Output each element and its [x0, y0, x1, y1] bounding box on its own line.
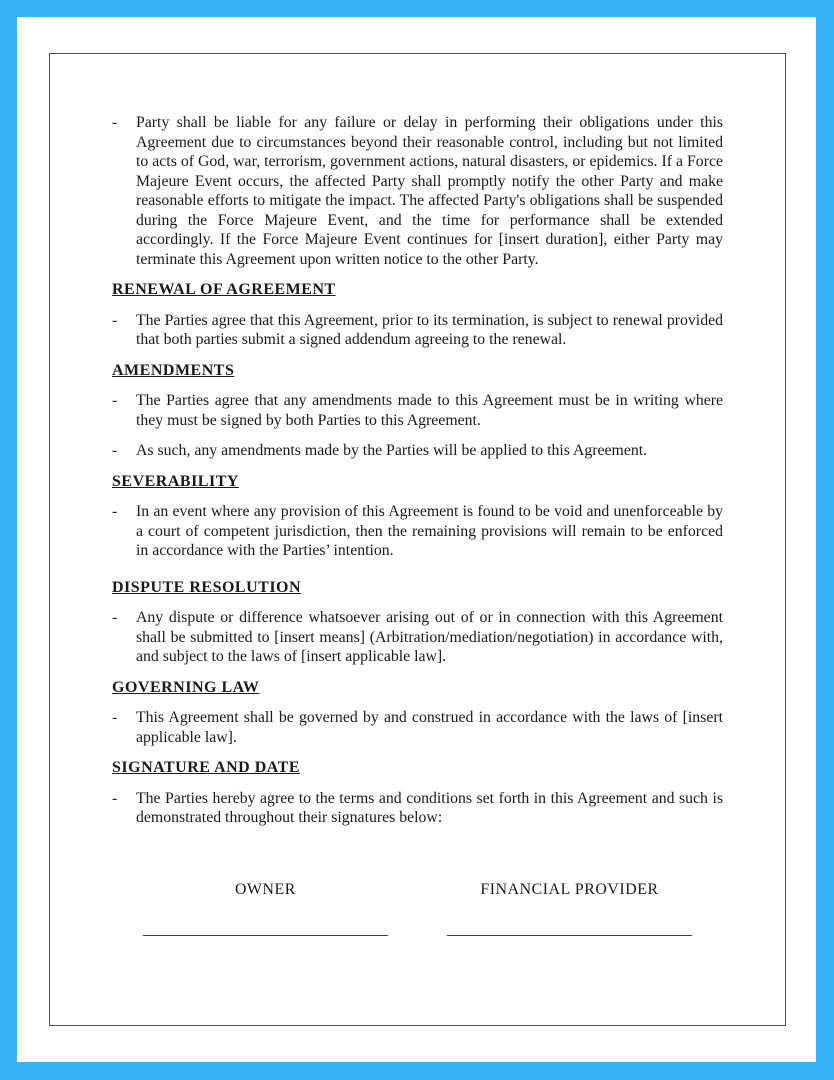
heading-signature-and-date: SIGNATURE AND DATE — [112, 759, 300, 776]
bullet-dash: - — [112, 503, 118, 520]
document-page — [17, 17, 816, 1062]
clause-text: Party shall be liable for any failure or delay in performing their obligations under this Agreement due to circumstances beyond their reasonable control, including but not limited to acts of God, war, terrorism, government actions, natural disasters, or epidemics. If a Force Majeure Event occurs, the affected Party shall promptly notify the other Party and make reasonable efforts to mitigate the impact. The affected Party's obligations shall be suspended during the Force Majeure Event, and the time for performance shall be extended accordingly. If the Force Majeure Event continues for [insert duration], either Party may terminate this Agreement upon written notice to the other Party. — [136, 114, 723, 268]
signature-label-owner: OWNER — [235, 880, 296, 898]
signature-block — [112, 880, 723, 937]
signature-financial-provider — [447, 880, 692, 937]
clause-renewal — [112, 311, 723, 350]
bullet-dash: - — [112, 114, 118, 131]
signature-line-financial-provider — [447, 935, 692, 936]
heading-renewal-of-agreement: RENEWAL OF AGREEMENT — [112, 281, 336, 298]
heading-amendments: AMENDMENTS — [112, 361, 235, 379]
clause-text: As such, any amendments made by the Parties will be applied to this Agreement. — [136, 442, 648, 459]
clause-governing-law — [112, 708, 723, 747]
clause-amendments-2 — [112, 441, 723, 461]
agreement-content — [112, 113, 723, 936]
page-border-box — [49, 53, 786, 1026]
bullet-dash: - — [112, 311, 118, 329]
heading-dispute-resolution: DISPUTE RESOLUTION — [112, 578, 302, 596]
signature-line-owner — [143, 935, 388, 936]
clause-text: The Parties agree that this Agreement, prior to its termination, is subject to renewal provided that both parties submit a signed addendum agreeing to the renewal. — [136, 311, 723, 348]
clause-dispute-resolution — [112, 608, 723, 667]
bullet-dash: - — [112, 392, 118, 409]
signature-label-financial-provider: FINANCIAL PROVIDER — [480, 880, 659, 898]
bullet-dash: - — [112, 609, 118, 626]
bullet-dash: - — [112, 442, 118, 459]
clause-signature-and-date — [112, 789, 723, 828]
bullet-dash: - — [112, 709, 118, 726]
clause-force-majeure — [112, 113, 723, 269]
clause-text: Any dispute or difference whatsoever arising out of or in connection with this Agreement shall be submitted to [insert means] (Arbitration/mediation/negotiation) in accordance with, and subject to the laws of [insert applicable law]. — [136, 609, 723, 665]
clause-text: The Parties hereby agree to the terms and conditions set forth in this Agreement and such is demonstrated throughout their signatures below: — [136, 789, 723, 826]
clause-amendments-1 — [112, 391, 723, 430]
clause-severability — [112, 502, 723, 561]
bullet-dash: - — [112, 789, 118, 807]
heading-severability: SEVERABILITY — [112, 472, 239, 490]
signature-owner — [143, 880, 388, 937]
heading-governing-law: GOVERNING LAW — [112, 678, 260, 696]
clause-text: In an event where any provision of this Agreement is found to be void and unenforceable by a court of competent jurisdiction, then the remaining provisions will remain to be enforced in accordance with the Parties’ intention. — [136, 503, 723, 559]
clause-text: This Agreement shall be governed by and construed in accordance with the laws of [insert applicable law]. — [136, 709, 723, 746]
clause-text: The Parties agree that any amendments made to this Agreement must be in writing where they must be signed by both Parties to this Agreement. — [136, 392, 723, 429]
